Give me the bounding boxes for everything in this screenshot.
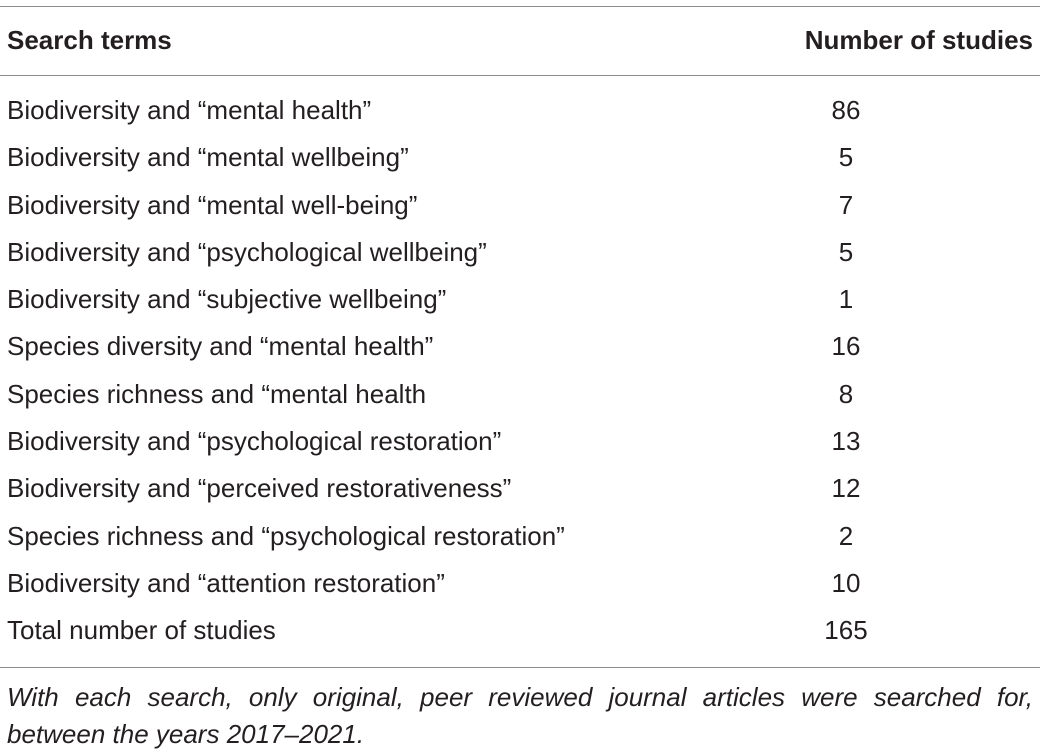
table-row	[0, 371, 1040, 418]
table-row	[0, 323, 1040, 370]
table-header-row	[0, 6, 1040, 75]
row-number-of-studies: 16	[831, 331, 861, 362]
table-row	[0, 182, 1040, 229]
header-number-of-studies: Number of studies	[804, 25, 1033, 55]
table-row	[0, 513, 1040, 560]
row-search-terms: Biodiversity and “attention restoration”	[7, 567, 445, 598]
row-search-terms: Biodiversity and “psychological wellbeing”	[7, 236, 487, 267]
row-number-of-studies: 86	[831, 95, 861, 125]
table-row-total	[0, 607, 1040, 654]
table-body	[0, 87, 1040, 655]
table-row	[0, 276, 1040, 323]
row-search-terms: Species richness and “mental health	[7, 378, 427, 409]
row-search-terms: Biodiversity and “mental health”	[7, 95, 372, 125]
table-row	[0, 418, 1040, 465]
row-number-of-studies: 12	[831, 473, 861, 504]
table-footnote: With each search, only original, peer reviewed journal articles were searched for, between the years 2017–2021.	[7, 682, 1033, 749]
row-number-of-studies: 165	[824, 615, 868, 646]
row-number-of-studies: 7	[838, 189, 854, 220]
row-search-terms: Species richness and “psychological restoration”	[7, 520, 565, 551]
row-search-terms: Biodiversity and “psychological restoration”	[7, 426, 502, 457]
table-row	[0, 229, 1040, 276]
row-search-terms: Biodiversity and “subjective wellbeing”	[7, 284, 447, 315]
row-search-terms: Biodiversity and “perceived restorativeness”	[7, 473, 512, 504]
row-search-terms: Biodiversity and “mental wellbeing”	[7, 142, 409, 173]
row-number-of-studies: 5	[838, 142, 854, 173]
row-number-of-studies: 13	[831, 426, 861, 457]
table-row	[0, 560, 1040, 607]
row-number-of-studies: 5	[838, 236, 854, 267]
row-number-of-studies: 2	[838, 520, 854, 551]
header-rule	[0, 75, 1040, 76]
header-search-terms: Search terms	[7, 25, 172, 55]
table-row	[0, 87, 1040, 134]
row-number-of-studies: 8	[838, 378, 854, 409]
row-search-terms: Species diversity and “mental health”	[7, 331, 434, 362]
row-search-terms: Total number of studies	[7, 615, 276, 646]
bottom-rule	[0, 667, 1040, 668]
table-row	[0, 134, 1040, 181]
row-number-of-studies: 10	[831, 567, 861, 598]
table-row	[0, 465, 1040, 512]
row-number-of-studies: 1	[838, 284, 854, 315]
row-search-terms: Biodiversity and “mental well-being”	[7, 189, 418, 220]
